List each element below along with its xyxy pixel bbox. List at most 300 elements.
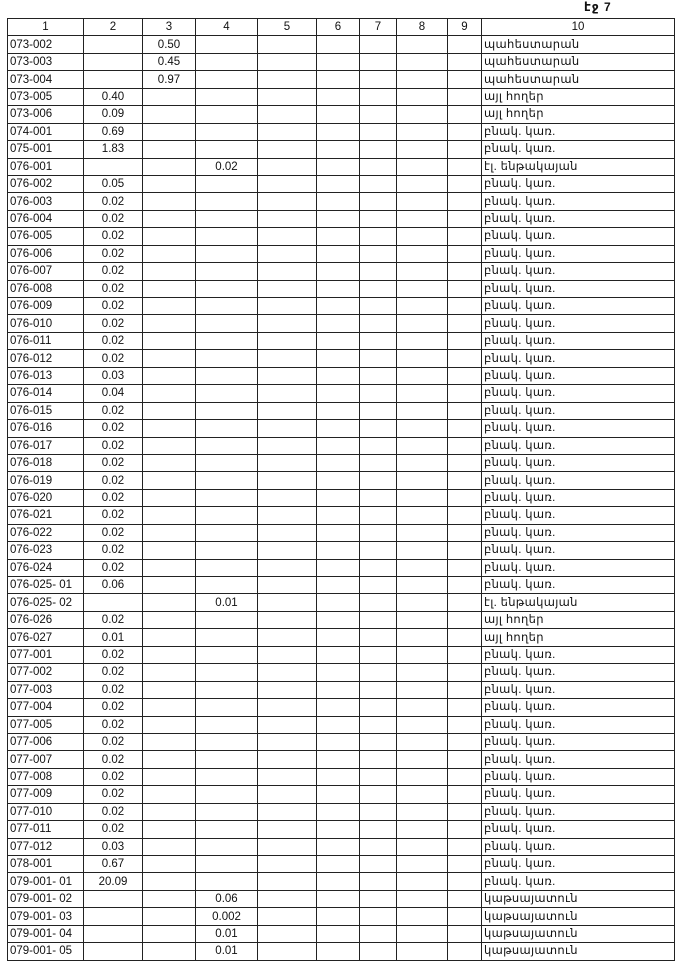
- table-row: [8, 856, 675, 873]
- area-cell-col-5: [258, 646, 317, 663]
- table-row: [8, 821, 675, 838]
- area-cell-col-8: [397, 542, 448, 559]
- area-cell-col-4: [196, 350, 258, 367]
- area-cell-col-9: [448, 402, 482, 419]
- parcel-code-cell: 076-010: [8, 315, 84, 332]
- area-cell-col-9: [448, 716, 482, 733]
- parcel-code-cell: 077-006: [8, 733, 84, 750]
- area-cell-col-2: 0.02: [84, 524, 143, 541]
- area-cell-col-7: [360, 228, 397, 245]
- parcel-code-cell: 077-009: [8, 786, 84, 803]
- area-cell-col-4: [196, 856, 258, 873]
- column-header-1: 1: [8, 19, 84, 36]
- area-cell-col-5: [258, 768, 317, 785]
- parcel-code-cell: 076-023: [8, 542, 84, 559]
- area-cell-col-9: [448, 908, 482, 925]
- area-cell-col-3: [143, 210, 196, 227]
- parcel-code-cell: 076-003: [8, 193, 84, 210]
- area-cell-col-8: [397, 611, 448, 628]
- land-use-cell: էլ. ենթակայան: [482, 158, 675, 175]
- parcel-code-cell: 076-025- 02: [8, 594, 84, 611]
- area-cell-col-6: [317, 36, 360, 53]
- area-cell-col-7: [360, 489, 397, 506]
- area-cell-col-3: [143, 821, 196, 838]
- area-cell-col-6: [317, 263, 360, 280]
- area-cell-col-9: [448, 786, 482, 803]
- area-cell-col-5: [258, 367, 317, 384]
- area-cell-col-2: 0.02: [84, 210, 143, 227]
- area-cell-col-6: [317, 141, 360, 158]
- area-cell-col-2: 0.02: [84, 699, 143, 716]
- land-use-cell: բնակ. կառ.: [482, 577, 675, 594]
- area-cell-col-4: [196, 106, 258, 123]
- area-cell-col-5: [258, 472, 317, 489]
- area-cell-col-9: [448, 524, 482, 541]
- area-cell-col-9: [448, 350, 482, 367]
- area-cell-col-7: [360, 664, 397, 681]
- area-cell-col-3: [143, 489, 196, 506]
- area-cell-col-9: [448, 559, 482, 576]
- area-cell-col-9: [448, 88, 482, 105]
- land-use-cell: բնակ. կառ.: [482, 263, 675, 280]
- area-cell-col-4: [196, 228, 258, 245]
- table-row: [8, 385, 675, 402]
- land-use-cell: բնակ. կառ.: [482, 367, 675, 384]
- land-use-cell: բնակ. կառ.: [482, 175, 675, 192]
- parcel-code-cell: 076-019: [8, 472, 84, 489]
- area-cell-col-7: [360, 838, 397, 855]
- area-cell-col-8: [397, 472, 448, 489]
- area-cell-col-5: [258, 890, 317, 907]
- area-cell-col-8: [397, 681, 448, 698]
- table-row: [8, 193, 675, 210]
- area-cell-col-5: [258, 803, 317, 820]
- land-use-cell: բնակ. կառ.: [482, 385, 675, 402]
- area-cell-col-8: [397, 507, 448, 524]
- area-cell-col-8: [397, 768, 448, 785]
- table-row: [8, 524, 675, 541]
- parcel-code-cell: 076-017: [8, 437, 84, 454]
- area-cell-col-8: [397, 437, 448, 454]
- table-row: [8, 350, 675, 367]
- area-cell-col-2: 0.03: [84, 367, 143, 384]
- area-cell-col-2: 0.03: [84, 838, 143, 855]
- parcel-code-cell: 073-006: [8, 106, 84, 123]
- area-cell-col-4: [196, 873, 258, 890]
- area-cell-col-5: [258, 507, 317, 524]
- area-cell-col-5: [258, 542, 317, 559]
- parcel-code-cell: 076-012: [8, 350, 84, 367]
- area-cell-col-2: 0.02: [84, 228, 143, 245]
- area-cell-col-7: [360, 856, 397, 873]
- area-cell-col-4: [196, 245, 258, 262]
- area-cell-col-6: [317, 821, 360, 838]
- table-row: [8, 803, 675, 820]
- area-cell-col-6: [317, 385, 360, 402]
- parcel-code-cell: 076-020: [8, 489, 84, 506]
- area-cell-col-4: [196, 768, 258, 785]
- area-cell-col-9: [448, 263, 482, 280]
- area-cell-col-8: [397, 890, 448, 907]
- area-cell-col-3: [143, 890, 196, 907]
- area-cell-col-7: [360, 263, 397, 280]
- area-cell-col-8: [397, 856, 448, 873]
- area-cell-col-4: [196, 611, 258, 628]
- area-cell-col-3: [143, 472, 196, 489]
- area-cell-col-6: [317, 943, 360, 960]
- area-cell-col-3: [143, 733, 196, 750]
- area-cell-col-3: [143, 228, 196, 245]
- table-row: [8, 559, 675, 576]
- area-cell-col-2: 0.02: [84, 768, 143, 785]
- area-cell-col-7: [360, 821, 397, 838]
- area-cell-col-3: 0.50: [143, 36, 196, 53]
- area-cell-col-2: 0.02: [84, 559, 143, 576]
- area-cell-col-7: [360, 594, 397, 611]
- area-cell-col-4: 0.06: [196, 890, 258, 907]
- area-cell-col-4: 0.02: [196, 158, 258, 175]
- area-cell-col-5: [258, 332, 317, 349]
- area-cell-col-5: [258, 437, 317, 454]
- column-header-3: 3: [143, 19, 196, 36]
- parcel-code-cell: 077-001: [8, 646, 84, 663]
- table-row: [8, 437, 675, 454]
- column-header-2: 2: [84, 19, 143, 36]
- area-cell-col-4: [196, 821, 258, 838]
- parcel-code-cell: 075-001: [8, 141, 84, 158]
- parcel-code-cell: 076-007: [8, 263, 84, 280]
- area-cell-col-2: [84, 71, 143, 88]
- area-cell-col-3: [143, 332, 196, 349]
- parcel-code-cell: 076-015: [8, 402, 84, 419]
- land-use-cell: բնակ. կառ.: [482, 768, 675, 785]
- area-cell-col-9: [448, 629, 482, 646]
- area-cell-col-9: [448, 489, 482, 506]
- area-cell-col-9: [448, 733, 482, 750]
- area-cell-col-9: [448, 856, 482, 873]
- parcel-code-cell: 076-001: [8, 158, 84, 175]
- area-cell-col-5: [258, 577, 317, 594]
- area-cell-col-8: [397, 629, 448, 646]
- area-cell-col-8: [397, 821, 448, 838]
- area-cell-col-2: 0.02: [84, 803, 143, 820]
- area-cell-col-9: [448, 298, 482, 315]
- area-cell-col-7: [360, 88, 397, 105]
- area-cell-col-6: [317, 228, 360, 245]
- area-cell-col-7: [360, 350, 397, 367]
- table-row: [8, 943, 675, 960]
- area-cell-col-2: 1.83: [84, 141, 143, 158]
- land-use-cell: բնակ. կառ.: [482, 228, 675, 245]
- area-cell-col-9: [448, 681, 482, 698]
- area-cell-col-7: [360, 454, 397, 471]
- area-cell-col-2: 0.06: [84, 577, 143, 594]
- area-cell-col-7: [360, 71, 397, 88]
- area-cell-col-4: [196, 210, 258, 227]
- table-row: [8, 210, 675, 227]
- land-use-cell: բնակ. կառ.: [482, 821, 675, 838]
- area-cell-col-3: [143, 681, 196, 698]
- area-cell-col-8: [397, 53, 448, 70]
- area-cell-col-8: [397, 873, 448, 890]
- area-cell-col-7: [360, 420, 397, 437]
- area-cell-col-9: [448, 803, 482, 820]
- land-use-cell: բնակ. կառ.: [482, 193, 675, 210]
- table-row: [8, 420, 675, 437]
- area-cell-col-5: [258, 786, 317, 803]
- area-cell-col-6: [317, 507, 360, 524]
- page-number: էջ 7: [584, 0, 612, 14]
- area-cell-col-9: [448, 315, 482, 332]
- area-cell-col-9: [448, 925, 482, 942]
- area-cell-col-4: [196, 489, 258, 506]
- area-cell-col-7: [360, 524, 397, 541]
- land-use-cell: պահեստարան: [482, 36, 675, 53]
- area-cell-col-9: [448, 71, 482, 88]
- area-cell-col-4: [196, 681, 258, 698]
- area-cell-col-5: [258, 856, 317, 873]
- table-row: [8, 681, 675, 698]
- area-cell-col-4: [196, 629, 258, 646]
- area-cell-col-9: [448, 577, 482, 594]
- area-cell-col-2: 0.02: [84, 681, 143, 698]
- area-cell-col-4: [196, 141, 258, 158]
- area-cell-col-4: [196, 263, 258, 280]
- area-cell-col-3: [143, 298, 196, 315]
- area-cell-col-5: [258, 733, 317, 750]
- area-cell-col-7: [360, 385, 397, 402]
- parcel-code-cell: 079-001- 05: [8, 943, 84, 960]
- area-cell-col-5: [258, 158, 317, 175]
- area-cell-col-9: [448, 890, 482, 907]
- area-cell-col-8: [397, 786, 448, 803]
- area-cell-col-2: 0.04: [84, 385, 143, 402]
- area-cell-col-9: [448, 454, 482, 471]
- land-use-cell: բնակ. կառ.: [482, 332, 675, 349]
- area-cell-col-3: [143, 263, 196, 280]
- area-cell-col-3: [143, 193, 196, 210]
- area-cell-col-6: [317, 106, 360, 123]
- area-cell-col-8: [397, 943, 448, 960]
- area-cell-col-7: [360, 298, 397, 315]
- area-cell-col-9: [448, 472, 482, 489]
- land-use-cell: բնակ. կառ.: [482, 559, 675, 576]
- area-cell-col-6: [317, 367, 360, 384]
- area-cell-col-3: [143, 123, 196, 140]
- land-use-cell: բնակ. կառ.: [482, 751, 675, 768]
- land-use-cell: բնակ. կառ.: [482, 664, 675, 681]
- area-cell-col-8: [397, 367, 448, 384]
- area-cell-col-8: [397, 332, 448, 349]
- area-cell-col-7: [360, 646, 397, 663]
- area-cell-col-5: [258, 751, 317, 768]
- table-row: [8, 699, 675, 716]
- area-cell-col-9: [448, 245, 482, 262]
- area-cell-col-4: [196, 559, 258, 576]
- table-row: [8, 454, 675, 471]
- area-cell-col-3: [143, 664, 196, 681]
- area-cell-col-7: [360, 629, 397, 646]
- area-cell-col-4: [196, 751, 258, 768]
- table-row: [8, 594, 675, 611]
- area-cell-col-6: [317, 280, 360, 297]
- area-cell-col-7: [360, 751, 397, 768]
- parcel-code-cell: 076-002: [8, 175, 84, 192]
- table-row: [8, 873, 675, 890]
- area-cell-col-6: [317, 716, 360, 733]
- area-cell-col-2: 20.09: [84, 873, 143, 890]
- area-cell-col-3: [143, 141, 196, 158]
- area-cell-col-7: [360, 158, 397, 175]
- table-row: [8, 158, 675, 175]
- area-cell-col-6: [317, 664, 360, 681]
- area-cell-col-2: [84, 53, 143, 70]
- area-cell-col-8: [397, 420, 448, 437]
- parcel-code-cell: 077-005: [8, 716, 84, 733]
- table-row: [8, 716, 675, 733]
- area-cell-col-2: 0.02: [84, 193, 143, 210]
- area-cell-col-6: [317, 88, 360, 105]
- area-cell-col-6: [317, 699, 360, 716]
- area-cell-col-5: [258, 88, 317, 105]
- parcel-code-cell: 077-007: [8, 751, 84, 768]
- area-cell-col-8: [397, 925, 448, 942]
- parcel-code-cell: 079-001- 01: [8, 873, 84, 890]
- column-header-5: 5: [258, 19, 317, 36]
- area-cell-col-8: [397, 716, 448, 733]
- area-cell-col-2: 0.02: [84, 489, 143, 506]
- area-cell-col-8: [397, 36, 448, 53]
- area-cell-col-9: [448, 751, 482, 768]
- area-cell-col-5: [258, 385, 317, 402]
- area-cell-col-3: [143, 943, 196, 960]
- area-cell-col-4: 0.01: [196, 943, 258, 960]
- area-cell-col-4: [196, 36, 258, 53]
- table-row: [8, 542, 675, 559]
- area-cell-col-5: [258, 524, 317, 541]
- area-cell-col-7: [360, 280, 397, 297]
- area-cell-col-8: [397, 594, 448, 611]
- area-cell-col-8: [397, 838, 448, 855]
- table-row: [8, 890, 675, 907]
- land-register-table: [7, 18, 675, 961]
- area-cell-col-6: [317, 856, 360, 873]
- area-cell-col-6: [317, 332, 360, 349]
- area-cell-col-6: [317, 71, 360, 88]
- parcel-code-cell: 077-010: [8, 803, 84, 820]
- parcel-code-cell: 076-016: [8, 420, 84, 437]
- area-cell-col-7: [360, 768, 397, 785]
- parcel-code-cell: 073-005: [8, 88, 84, 105]
- land-use-cell: բնակ. կառ.: [482, 210, 675, 227]
- area-cell-col-7: [360, 943, 397, 960]
- area-cell-col-6: [317, 611, 360, 628]
- column-header-10: 10: [482, 19, 675, 36]
- area-cell-col-5: [258, 315, 317, 332]
- area-cell-col-8: [397, 646, 448, 663]
- land-use-cell: կաթսայատուն: [482, 943, 675, 960]
- area-cell-col-8: [397, 803, 448, 820]
- area-cell-col-6: [317, 454, 360, 471]
- land-use-cell: պահեստարան: [482, 71, 675, 88]
- area-cell-col-7: [360, 925, 397, 942]
- area-cell-col-9: [448, 821, 482, 838]
- parcel-code-cell: 073-002: [8, 36, 84, 53]
- area-cell-col-8: [397, 106, 448, 123]
- area-cell-col-2: 0.02: [84, 646, 143, 663]
- land-use-cell: բնակ. կառ.: [482, 856, 675, 873]
- land-use-cell: բնակ. կառ.: [482, 489, 675, 506]
- area-cell-col-2: 0.02: [84, 245, 143, 262]
- area-cell-col-4: [196, 803, 258, 820]
- land-use-cell: բնակ. կառ.: [482, 141, 675, 158]
- area-cell-col-4: [196, 664, 258, 681]
- parcel-code-cell: 076-018: [8, 454, 84, 471]
- parcel-code-cell: 076-022: [8, 524, 84, 541]
- area-cell-col-7: [360, 210, 397, 227]
- area-cell-col-7: [360, 803, 397, 820]
- land-use-cell: բնակ. կառ.: [482, 350, 675, 367]
- area-cell-col-7: [360, 733, 397, 750]
- area-cell-col-2: [84, 943, 143, 960]
- area-cell-col-2: 0.02: [84, 298, 143, 315]
- land-use-cell: բնակ. կառ.: [482, 454, 675, 471]
- land-use-cell: բնակ. կառ.: [482, 838, 675, 855]
- parcel-code-cell: 079-001- 04: [8, 925, 84, 942]
- area-cell-col-6: [317, 751, 360, 768]
- table-row: [8, 228, 675, 245]
- area-cell-col-7: [360, 53, 397, 70]
- land-use-cell: կաթսայատուն: [482, 925, 675, 942]
- area-cell-col-9: [448, 280, 482, 297]
- area-cell-col-5: [258, 489, 317, 506]
- table-row: [8, 263, 675, 280]
- area-cell-col-5: [258, 71, 317, 88]
- area-cell-col-7: [360, 123, 397, 140]
- area-cell-col-2: 0.02: [84, 315, 143, 332]
- area-cell-col-7: [360, 36, 397, 53]
- area-cell-col-6: [317, 315, 360, 332]
- area-cell-col-5: [258, 873, 317, 890]
- table-row: [8, 768, 675, 785]
- area-cell-col-6: [317, 402, 360, 419]
- table-row: [8, 489, 675, 506]
- table-row: [8, 786, 675, 803]
- area-cell-col-5: [258, 664, 317, 681]
- area-cell-col-5: [258, 280, 317, 297]
- parcel-code-cell: 077-002: [8, 664, 84, 681]
- area-cell-col-4: [196, 786, 258, 803]
- table-row: [8, 402, 675, 419]
- area-cell-col-7: [360, 437, 397, 454]
- area-cell-col-5: [258, 402, 317, 419]
- parcel-code-cell: 076-021: [8, 507, 84, 524]
- area-cell-col-5: [258, 908, 317, 925]
- area-cell-col-3: [143, 437, 196, 454]
- land-use-cell: այլ հողեր: [482, 611, 675, 628]
- area-cell-col-9: [448, 123, 482, 140]
- area-cell-col-4: [196, 402, 258, 419]
- land-use-cell: բնակ. կառ.: [482, 123, 675, 140]
- parcel-code-cell: 079-001- 03: [8, 908, 84, 925]
- parcel-code-cell: 076-025- 01: [8, 577, 84, 594]
- area-cell-col-9: [448, 699, 482, 716]
- area-cell-col-7: [360, 402, 397, 419]
- land-use-cell: էլ. ենթակայան: [482, 594, 675, 611]
- land-use-cell: բնակ. կառ.: [482, 873, 675, 890]
- area-cell-col-4: [196, 88, 258, 105]
- land-use-cell: բնակ. կառ.: [482, 472, 675, 489]
